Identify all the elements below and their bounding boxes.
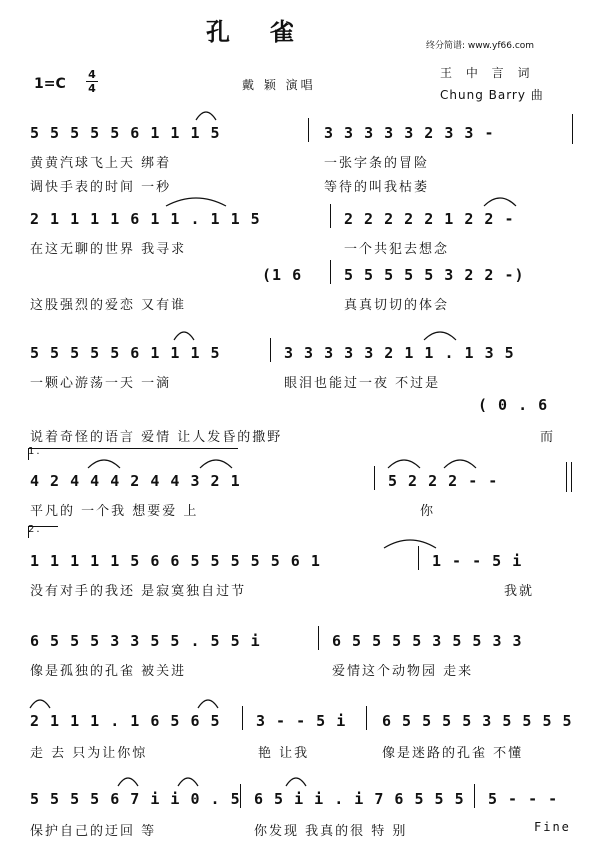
slur-arc [384, 540, 436, 548]
slur-arc [444, 460, 476, 468]
singer-credit: 戴 颖 演唱 [242, 78, 316, 92]
notes-line: 5 5 5 5 5 6 1 1 1 5 [30, 124, 221, 142]
lyric-line: 我就 [504, 584, 535, 599]
notes-line: 2 2 2 2 2 1 2 2 - [344, 210, 515, 228]
notes-line: (1 6 [262, 266, 303, 284]
lyric-line: 在这无聊的世界 我寻求 [30, 242, 187, 257]
composer-credit: Chung Barry 曲 [440, 88, 544, 102]
notes-line: 3 3 3 3 3 2 1 1 . 1 3 5 [284, 344, 515, 362]
slur-arc [178, 778, 198, 786]
lyric-line: 走 去 只为让你惊 [30, 746, 148, 761]
slur-arc [166, 198, 226, 206]
volta-1-label: 1. [28, 446, 42, 457]
slur-arc [30, 700, 50, 708]
notes-line: 6 5 5 5 5 3 5 5 5 5 [382, 712, 573, 730]
lyric-line: 一张字条的冒险 [324, 156, 430, 171]
key-signature: 1=C [34, 76, 66, 92]
meter-top: 4 [88, 68, 96, 81]
notes-line: 5 5 5 5 5 6 1 1 1 5 [30, 344, 221, 362]
notes-line: 3 3 3 3 3 2 3 3 - [324, 124, 495, 142]
lyric-line: 保护自己的迂回 等 [30, 824, 157, 839]
lyric-line: 一个共犯去想念 [344, 242, 450, 257]
lyric-line: 像是迷路的孔雀 不懂 [382, 746, 524, 761]
slur-arc [88, 460, 120, 468]
source-credit: 终分简谱: www.yf66.com [426, 41, 535, 51]
lyric-line: 像是孤独的孔雀 被关进 [30, 664, 187, 679]
slur-arc [174, 332, 194, 340]
slur-arc [200, 460, 232, 468]
notes-line: ( 0 . 6 [478, 396, 549, 414]
lyric-line: 没有对手的我还 是寂寞独自过节 [30, 584, 247, 599]
slur-arc [118, 778, 138, 786]
lyric-line: 爱情这个动物园 走来 [332, 664, 474, 679]
notes-line: 6 5 5 5 5 3 5 5 3 3 [332, 632, 523, 650]
lyric-line: 真真切切的体会 [344, 298, 450, 313]
lyric-line: 平凡的 一个我 想要爱 上 [30, 504, 199, 519]
lyric-line: 艳 让我 [258, 746, 310, 761]
lyricist-credit: 王 中 言 词 [440, 66, 535, 80]
notes-line: 3 - - 5 i [256, 712, 347, 730]
notes-line: 1 1 1 1 1 5 6 6 5 5 5 5 5 6 1 [30, 552, 321, 570]
slur-arc [388, 460, 420, 468]
meter-bottom: 4 [88, 82, 96, 95]
notes-line: 6 5 i i . i 7 6 5 5 5 [254, 790, 465, 808]
volta-2-label: 2. [28, 524, 42, 535]
notes-line: 2 1 1 1 1 6 1 1 . 1 1 5 [30, 210, 261, 228]
lyric-line: 调快手表的时间 一秒 [30, 180, 172, 195]
slur-arc [196, 112, 216, 120]
notes-line: 6 5 5 5 3 3 5 5 . 5 5 i [30, 632, 261, 650]
slur-arc [198, 700, 218, 708]
lyric-line: 黄黄汽球飞上天 绑着 [30, 156, 172, 171]
notes-line: 4 2 4 4 4 2 4 4 3 2 1 [30, 472, 241, 490]
lyric-line: 眼泪也能过一夜 不过是 [284, 376, 441, 391]
slur-arc [424, 332, 456, 340]
notes-line: 5 - - - [488, 790, 559, 808]
notes-line: 5 2 2 2 - - [388, 472, 499, 490]
fine-marking: Fine [534, 820, 571, 834]
lyric-line: 这股强烈的爱恋 又有谁 [30, 298, 187, 313]
notes-line: 1 - - 5 i [432, 552, 523, 570]
lyric-line: 说着奇怪的语言 爱情 让人发昏的撒野 [30, 430, 283, 445]
song-title: 孔雀 [206, 18, 334, 46]
lyric-line: 而 [540, 430, 556, 445]
notes-line: 2 1 1 1 . 1 6 5 6 5 [30, 712, 221, 730]
lyric-line: 你发现 我真的很 特 别 [254, 824, 408, 839]
slur-arc [484, 198, 516, 206]
notes-line: 5 5 5 5 5 3 2 2 -) [344, 266, 525, 284]
slur-arc [286, 778, 306, 786]
lyric-line: 你 [420, 504, 436, 519]
notes-line: 5 5 5 5 6 7 i i 0 . 5 [30, 790, 241, 808]
lyric-line: 一颗心游荡一天 一滴 [30, 376, 172, 391]
lyric-line: 等待的叫我枯萎 [324, 180, 430, 195]
